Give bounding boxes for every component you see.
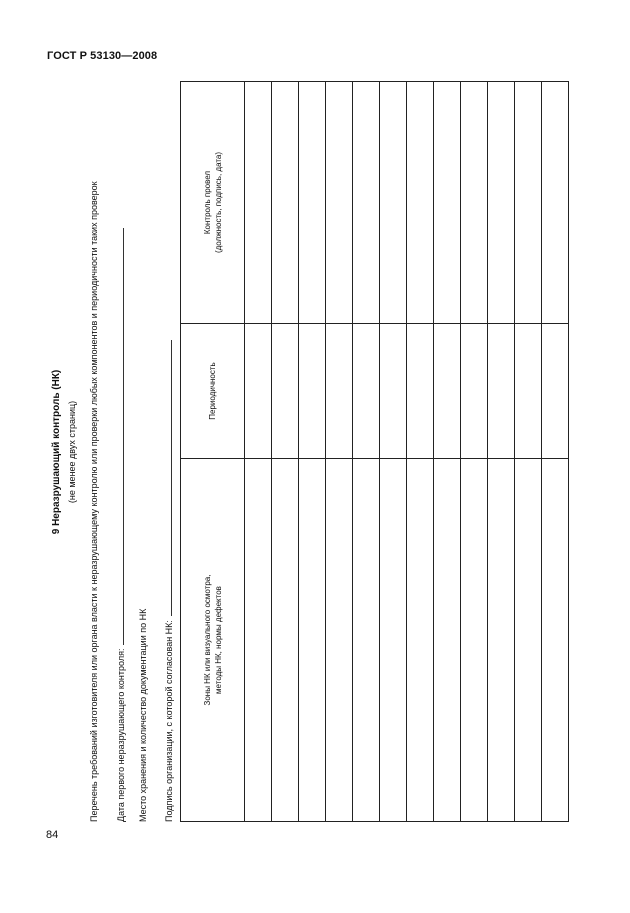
table-cell[interactable]	[461, 324, 488, 459]
table-cell[interactable]	[353, 459, 380, 822]
rotated-form-block	[40, 82, 600, 822]
table-cell[interactable]	[407, 82, 434, 324]
table-cell[interactable]	[353, 324, 380, 459]
first-ndt-date-line	[114, 228, 126, 822]
table-header-row	[181, 82, 245, 822]
table-cell[interactable]	[434, 324, 461, 459]
table-row	[326, 82, 353, 822]
column-header-zones: Зоны НК или визуального осмотра, методы НК, нормы дефектов	[181, 459, 245, 822]
table-row	[299, 82, 326, 822]
table-cell[interactable]	[488, 459, 515, 822]
column-header-periodicity: Периодичность	[181, 324, 245, 459]
table-cell[interactable]	[299, 324, 326, 459]
organization-signature-field[interactable]	[162, 340, 172, 616]
documentation-storage-line: Место хранения и количество документации по НК	[138, 608, 148, 822]
table-cell[interactable]	[542, 324, 569, 459]
table-row	[272, 82, 299, 822]
table-cell[interactable]	[515, 459, 542, 822]
table-cell[interactable]	[542, 82, 569, 324]
first-ndt-date-field[interactable]	[114, 228, 124, 645]
section-title: 9 Неразрушающий контроль (НК)	[51, 369, 62, 535]
section-subtitle: (не менее двух страниц)	[67, 400, 77, 504]
table-cell[interactable]	[272, 324, 299, 459]
table-cell[interactable]	[542, 459, 569, 822]
page-number: 84	[46, 829, 59, 841]
table-row	[461, 82, 488, 822]
document-code: ГОСТ Р 53130—2008	[47, 50, 158, 62]
table-cell[interactable]	[326, 82, 353, 324]
table-cell[interactable]	[461, 459, 488, 822]
column-header-inspector: Контроль провел (должность, подпись, дата)	[181, 82, 245, 324]
requirements-line: Перечень требований изготовителя или органа власти к неразрушающему контролю или проверки любых компонентов и периодичности таких проверок	[89, 181, 99, 822]
table-cell[interactable]	[326, 459, 353, 822]
table-cell[interactable]	[407, 324, 434, 459]
table-cell[interactable]	[434, 82, 461, 324]
table-row	[488, 82, 515, 822]
table-cell[interactable]	[488, 324, 515, 459]
table-cell[interactable]	[434, 459, 461, 822]
table-cell[interactable]	[515, 82, 542, 324]
first-ndt-date-label: Дата первого неразрушающего контроля:	[116, 648, 126, 822]
table-row	[380, 82, 407, 822]
table-row	[542, 82, 569, 822]
table-cell[interactable]	[380, 324, 407, 459]
table-row	[515, 82, 542, 822]
table-cell[interactable]	[272, 459, 299, 822]
table-cell[interactable]	[299, 459, 326, 822]
table-cell[interactable]	[245, 324, 272, 459]
table-row	[353, 82, 380, 822]
table-cell[interactable]	[488, 82, 515, 324]
table-cell[interactable]	[461, 82, 488, 324]
table-cell[interactable]	[245, 82, 272, 324]
ndt-table	[180, 81, 569, 822]
table-cell[interactable]	[272, 82, 299, 324]
table-cell[interactable]	[380, 459, 407, 822]
table-row	[245, 82, 272, 822]
organization-signature-line	[162, 340, 174, 822]
table-cell[interactable]	[515, 324, 542, 459]
table-row	[434, 82, 461, 822]
table-cell[interactable]	[326, 324, 353, 459]
table-row	[407, 82, 434, 822]
table-cell[interactable]	[299, 82, 326, 324]
table-cell[interactable]	[353, 82, 380, 324]
table-cell[interactable]	[245, 459, 272, 822]
table-body	[245, 82, 569, 822]
organization-signature-label: Подпись организации, с которой согласован НК:	[164, 620, 174, 822]
table-cell[interactable]	[407, 459, 434, 822]
table-cell[interactable]	[380, 82, 407, 324]
